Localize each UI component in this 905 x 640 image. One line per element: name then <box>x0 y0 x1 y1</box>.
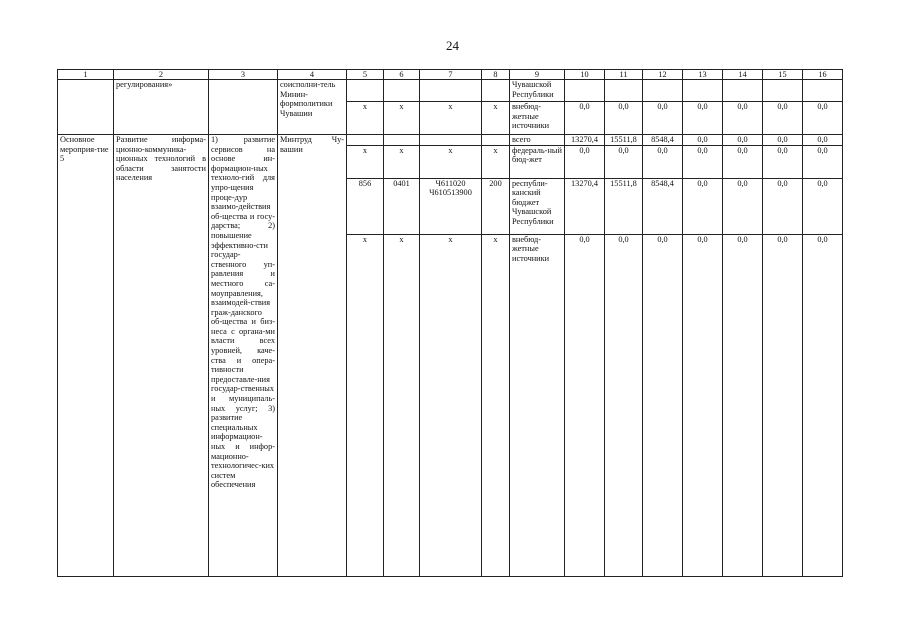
cell-value: 0,0 <box>605 102 643 135</box>
cell-executor: Минтруд Чу-вашии <box>278 135 347 577</box>
table-row <box>58 135 843 146</box>
cell-col7 <box>420 135 482 146</box>
cell-value: 0,0 <box>763 145 803 178</box>
cell-col8: x <box>482 145 510 178</box>
cell-event-title: Развитие информа-ционно-коммуника-ционных технологий в области занятости населения <box>114 135 209 577</box>
column-header: 6 <box>384 70 420 80</box>
cell-value: 0,0 <box>565 102 605 135</box>
cell-value <box>605 80 643 102</box>
cell-col6: x <box>384 234 420 576</box>
cell-value: 8548,4 <box>643 135 683 146</box>
cell-value: 0,0 <box>643 102 683 135</box>
cell-value <box>643 80 683 102</box>
cell-funding-source: Чувашской Республики <box>510 80 565 102</box>
cell-value: 0,0 <box>605 145 643 178</box>
cell-value: 0,0 <box>803 234 843 576</box>
cell-value: 0,0 <box>763 178 803 234</box>
cell-event-goals: 1) развитие сервисов на основе ин-формацион-ных техноло-гий для упро-щения проце-дур взаимо-действия об-щества и госу-дарства; 2) повышение эффективно-сти государ-ственного уп-равления и местного са-моуправления, взаимодей-ствия граж-данского об-щества и биз-неса с органа-ми власти всех уровней, каче-ства и опера-тивности предоставле-ния государ-ственных и муниципаль-ных услуг; 3) развитие специальных информацион-ных и инфор-мационно-технологичес-ких систем обеспечения <box>209 135 278 577</box>
cell-value: 0,0 <box>683 178 723 234</box>
cell-funding-source: внебюд-жетные источники <box>510 102 565 135</box>
cell-col8 <box>482 135 510 146</box>
cell-col6: x <box>384 145 420 178</box>
cell-value: 0,0 <box>565 145 605 178</box>
cell-col5: x <box>347 234 384 576</box>
cell-col5 <box>347 135 384 146</box>
cell-col3 <box>209 80 278 135</box>
column-header: 1 <box>58 70 114 80</box>
cell-col5: 856 <box>347 178 384 234</box>
column-header: 4 <box>278 70 347 80</box>
cell-col7: x <box>420 234 482 576</box>
page-number: 24 <box>446 38 459 53</box>
cell-value: 15511,8 <box>605 135 643 146</box>
cell-value: 0,0 <box>803 178 843 234</box>
cell-col7 <box>420 80 482 102</box>
table-row <box>58 80 843 102</box>
column-header: 15 <box>763 70 803 80</box>
cell-value: 0,0 <box>723 234 763 576</box>
cell-value: 0,0 <box>803 102 843 135</box>
cell-funding-source: федераль-ный бюд-жет <box>510 145 565 178</box>
cell-executor: соисполни-тель Минин-формполитики Чувашии <box>278 80 347 135</box>
cell-col7: x <box>420 102 482 135</box>
cell-value: 0,0 <box>643 234 683 576</box>
cell-col7: x <box>420 145 482 178</box>
column-header: 13 <box>683 70 723 80</box>
cell-value <box>683 80 723 102</box>
cell-col1 <box>58 80 114 135</box>
column-header: 5 <box>347 70 384 80</box>
cell-value: 0,0 <box>683 145 723 178</box>
column-header: 9 <box>510 70 565 80</box>
cell-value: 15511,8 <box>605 178 643 234</box>
column-header: 3 <box>209 70 278 80</box>
cell-col5: x <box>347 145 384 178</box>
cell-value: 13270,4 <box>565 178 605 234</box>
cell-col8 <box>482 80 510 102</box>
cell-funding-source: республи-канский бюджет Чувашской Республики <box>510 178 565 234</box>
cell-col6 <box>384 80 420 102</box>
cell-col2: регулирования» <box>114 80 209 135</box>
cell-col5 <box>347 80 384 102</box>
column-header: 7 <box>420 70 482 80</box>
cell-value <box>803 80 843 102</box>
budget-table <box>57 69 843 577</box>
column-header: 11 <box>605 70 643 80</box>
cell-col8: x <box>482 102 510 135</box>
cell-value: 0,0 <box>723 135 763 146</box>
cell-value: 0,0 <box>763 102 803 135</box>
cell-value: 0,0 <box>643 145 683 178</box>
cell-value: 0,0 <box>723 145 763 178</box>
cell-col8: x <box>482 234 510 576</box>
cell-value: 0,0 <box>763 135 803 146</box>
cell-col8: 200 <box>482 178 510 234</box>
column-header: 10 <box>565 70 605 80</box>
cell-col6: x <box>384 102 420 135</box>
column-header: 2 <box>114 70 209 80</box>
cell-value: 0,0 <box>803 135 843 146</box>
column-header: 12 <box>643 70 683 80</box>
cell-value: 8548,4 <box>643 178 683 234</box>
cell-value: 0,0 <box>605 234 643 576</box>
header-row <box>58 70 843 80</box>
cell-value: 0,0 <box>723 102 763 135</box>
cell-value: 0,0 <box>683 135 723 146</box>
cell-col6: 0401 <box>384 178 420 234</box>
cell-value: 13270,4 <box>565 135 605 146</box>
column-header: 8 <box>482 70 510 80</box>
cell-funding-source: всего <box>510 135 565 146</box>
column-header: 14 <box>723 70 763 80</box>
cell-value: 0,0 <box>723 178 763 234</box>
cell-value: 0,0 <box>565 234 605 576</box>
cell-value <box>763 80 803 102</box>
cell-col7: Ч611020 Ч610513900 <box>420 178 482 234</box>
cell-col5: x <box>347 102 384 135</box>
column-header: 16 <box>803 70 843 80</box>
cell-value: 0,0 <box>683 102 723 135</box>
cell-value: 0,0 <box>763 234 803 576</box>
cell-value <box>723 80 763 102</box>
cell-value: 0,0 <box>683 234 723 576</box>
cell-value <box>565 80 605 102</box>
cell-event-number: Основное мероприя-тие 5 <box>58 135 114 577</box>
cell-value: 0,0 <box>803 145 843 178</box>
cell-col6 <box>384 135 420 146</box>
cell-funding-source: внебюд-жетные источники <box>510 234 565 576</box>
